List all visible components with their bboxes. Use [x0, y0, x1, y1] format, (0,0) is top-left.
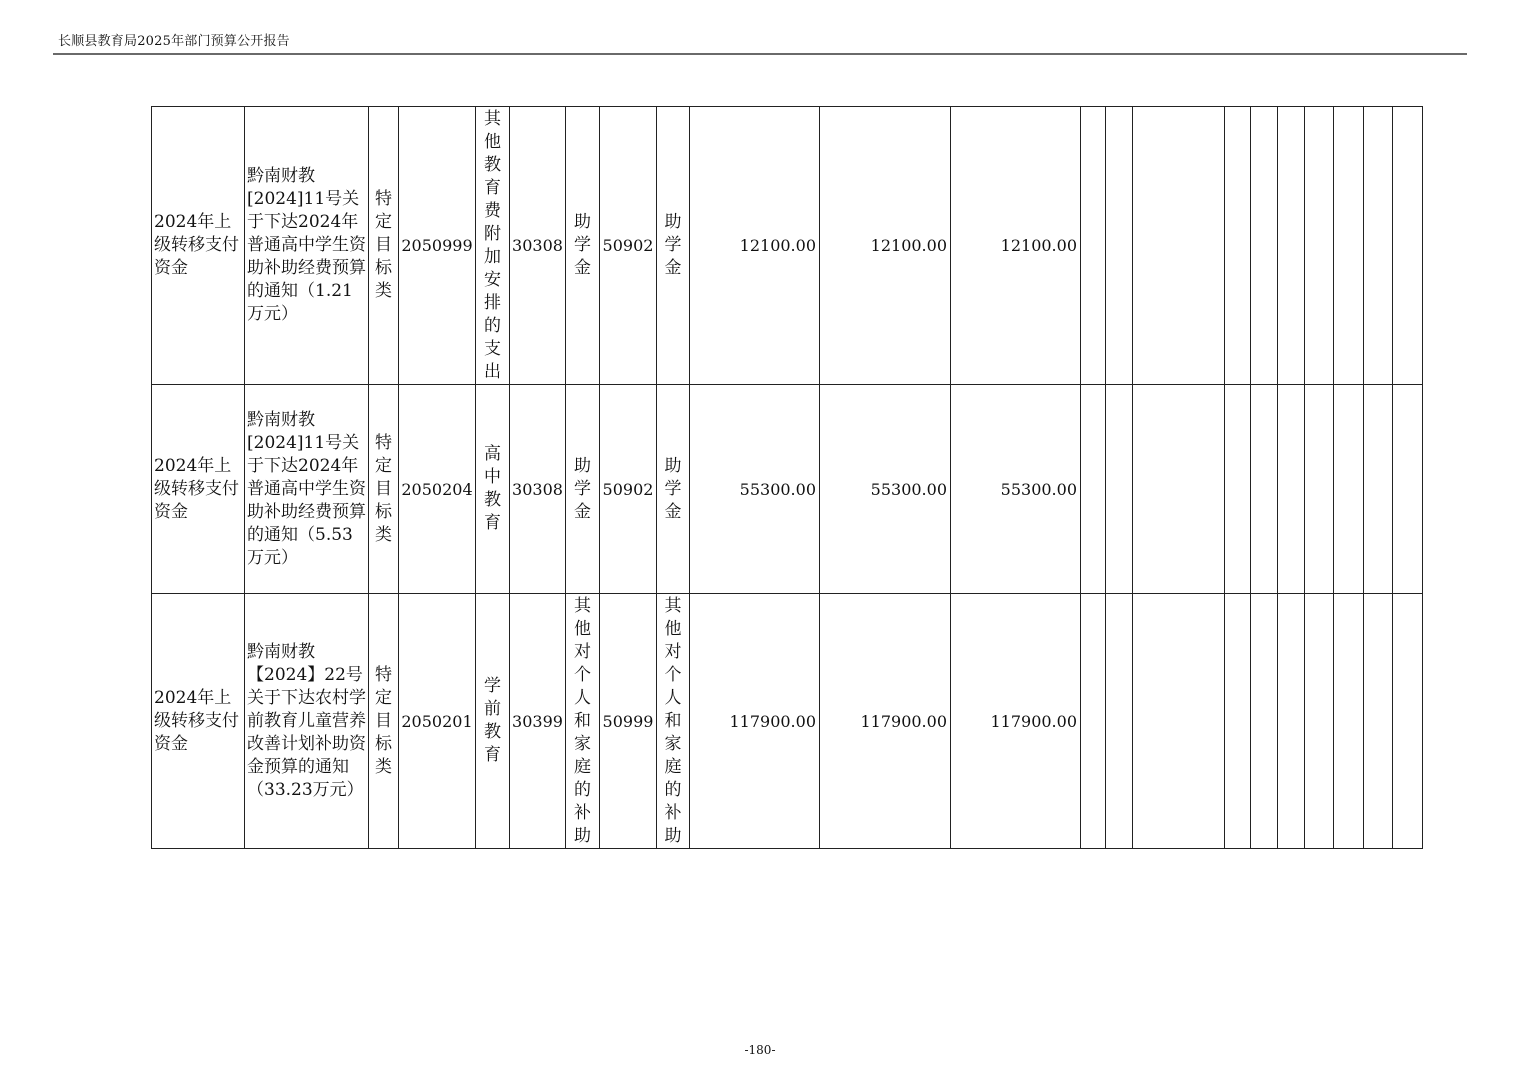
gov-economic-code-cell: 50902: [600, 385, 657, 594]
empty-cell: [1305, 107, 1334, 385]
amount-cell: 55300.00: [951, 385, 1081, 594]
economic-code-cell: 30308: [510, 107, 566, 385]
amount-cell: 55300.00: [820, 385, 951, 594]
gov-economic-code-cell: 50902: [600, 107, 657, 385]
project-type-cell: 特定目标类: [369, 107, 399, 385]
empty-cell: [1393, 385, 1423, 594]
empty-cell: [1251, 385, 1278, 594]
gov-economic-name-cell: 助学金: [657, 107, 690, 385]
amount-cell: 12100.00: [820, 107, 951, 385]
function-name-cell: 其他教育费附加安排的支出: [476, 107, 510, 385]
empty-cell: [1364, 107, 1393, 385]
document-cell: 黔南财教【2024】22号关于下达农村学前教育儿童营养改善计划补助资金预算的通知（33.23万元）: [245, 594, 369, 849]
economic-name-cell: 其他对个人和家庭的补助: [566, 594, 600, 849]
amount-total-cell: 12100.00: [690, 107, 820, 385]
economic-name-cell: 助学金: [566, 107, 600, 385]
empty-cell: [1364, 385, 1393, 594]
empty-cell: [1225, 594, 1251, 849]
empty-cell: [1251, 594, 1278, 849]
amount-cell: 117900.00: [820, 594, 951, 849]
empty-cell: [1106, 594, 1133, 849]
table-row: [152, 385, 1423, 594]
table-row: [152, 107, 1423, 385]
empty-cell: [1278, 107, 1305, 385]
page-number: -180-: [744, 1043, 776, 1057]
fund-source-cell: 2024年上级转移支付资金: [152, 107, 245, 385]
amount-total-cell: 55300.00: [690, 385, 820, 594]
empty-cell: [1081, 385, 1106, 594]
empty-cell: [1251, 107, 1278, 385]
empty-cell: [1334, 594, 1364, 849]
empty-cell: [1133, 594, 1225, 849]
gov-economic-code-cell: 50999: [600, 594, 657, 849]
empty-cell: [1393, 594, 1423, 849]
empty-cell: [1278, 594, 1305, 849]
economic-name-cell: 助学金: [566, 385, 600, 594]
project-type-cell: 特定目标类: [369, 385, 399, 594]
amount-cell: 12100.00: [951, 107, 1081, 385]
function-name-cell: 高中教育: [476, 385, 510, 594]
empty-cell: [1225, 385, 1251, 594]
gov-economic-name-cell: 其他对个人和家庭的补助: [657, 594, 690, 849]
amount-total-cell: 117900.00: [690, 594, 820, 849]
table-row: [152, 594, 1423, 849]
fund-source-cell: 2024年上级转移支付资金: [152, 385, 245, 594]
function-name-cell: 学前教育: [476, 594, 510, 849]
function-code-cell: 2050999: [399, 107, 476, 385]
header-divider: [53, 53, 1467, 55]
empty-cell: [1278, 385, 1305, 594]
empty-cell: [1133, 385, 1225, 594]
empty-cell: [1225, 107, 1251, 385]
empty-cell: [1081, 594, 1106, 849]
report-header-title: 长顺县教育局2025年部门预算公开报告: [58, 34, 290, 49]
project-type-cell: 特定目标类: [369, 594, 399, 849]
empty-cell: [1364, 594, 1393, 849]
document-cell: 黔南财教[2024]11号关于下达2024年普通高中学生资助补助经费预算的通知（5.53万元）: [245, 385, 369, 594]
fund-source-cell: 2024年上级转移支付资金: [152, 594, 245, 849]
empty-cell: [1305, 594, 1334, 849]
amount-cell: 117900.00: [951, 594, 1081, 849]
empty-cell: [1334, 107, 1364, 385]
empty-cell: [1393, 107, 1423, 385]
empty-cell: [1106, 107, 1133, 385]
empty-cell: [1305, 385, 1334, 594]
empty-cell: [1133, 107, 1225, 385]
function-code-cell: 2050204: [399, 385, 476, 594]
gov-economic-name-cell: 助学金: [657, 385, 690, 594]
economic-code-cell: 30308: [510, 385, 566, 594]
empty-cell: [1081, 107, 1106, 385]
empty-cell: [1106, 385, 1133, 594]
budget-table: [151, 106, 1423, 849]
document-cell: 黔南财教[2024]11号关于下达2024年普通高中学生资助补助经费预算的通知（1.21万元）: [245, 107, 369, 385]
empty-cell: [1334, 385, 1364, 594]
function-code-cell: 2050201: [399, 594, 476, 849]
economic-code-cell: 30399: [510, 594, 566, 849]
